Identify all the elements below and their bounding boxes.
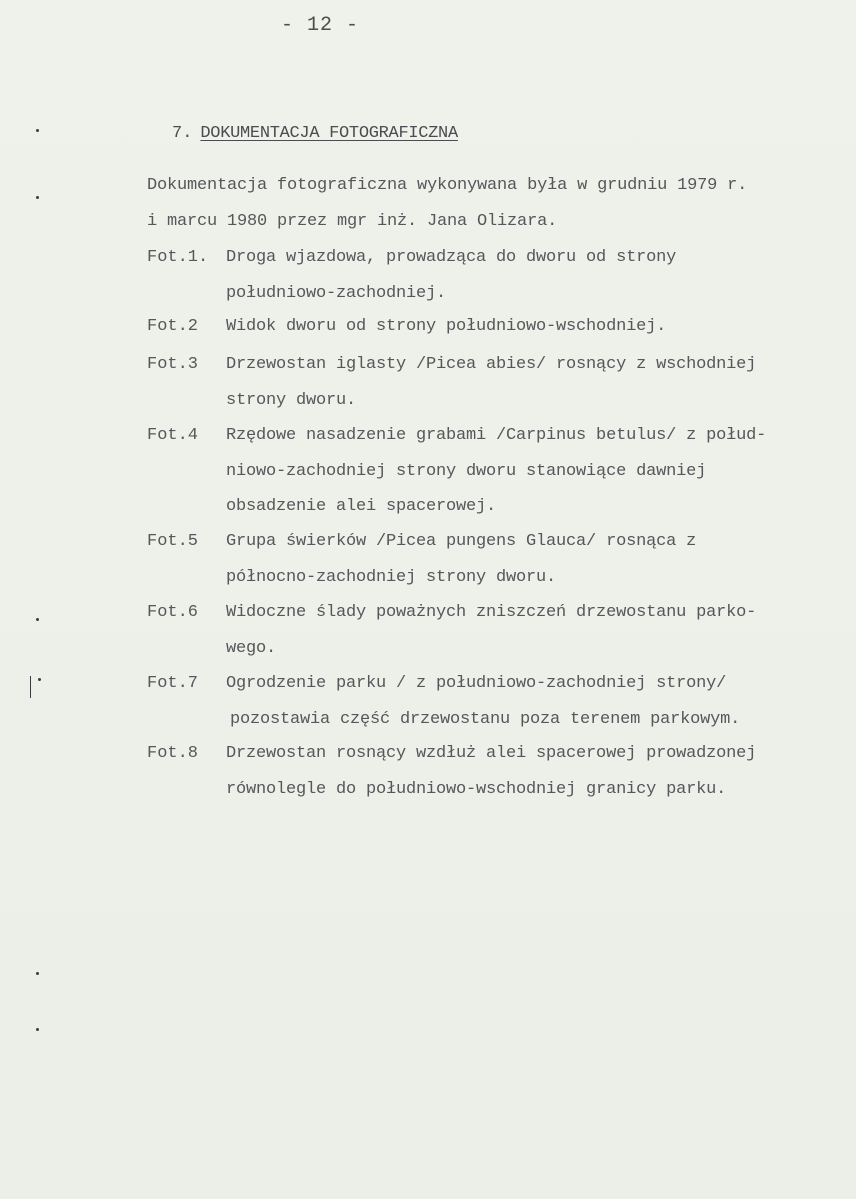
photo-description-line: Drzewostan iglasty /Picea abies/ rosnący z wschodniej bbox=[226, 355, 757, 374]
photo-description-line: obsadzenie alei spacerowej. bbox=[226, 497, 497, 516]
photo-label: Fot.8 bbox=[147, 744, 199, 763]
margin-tick bbox=[30, 676, 31, 698]
photo-description-line: Widok dworu od strony południowo-wschodniej. bbox=[226, 317, 667, 336]
photo-description-line: pozostawia część drzewostanu poza terenem parkowym. bbox=[230, 710, 741, 729]
section-title: DOKUMENTACJA FOTOGRAFICZNA bbox=[200, 124, 458, 143]
margin-mark bbox=[36, 972, 39, 975]
photo-label: Fot.7 bbox=[147, 674, 199, 693]
photo-label: Fot.4 bbox=[147, 426, 199, 445]
photo-description-line: Droga wjazdowa, prowadząca do dworu od strony bbox=[226, 248, 677, 267]
photo-description-line: południowo-zachodniej. bbox=[226, 284, 447, 303]
photo-label: Fot.5 bbox=[147, 532, 199, 551]
margin-mark bbox=[36, 129, 39, 132]
photo-description-line: wego. bbox=[226, 639, 277, 658]
intro-line: i marcu 1980 przez mgr inż. Jana Olizara. bbox=[147, 212, 558, 231]
photo-description-line: Drzewostan rosnący wzdłuż alei spacerowej prowadzonej bbox=[226, 744, 757, 763]
photo-description-line: niowo-zachodniej strony dworu stanowiące dawniej bbox=[226, 462, 707, 481]
margin-mark bbox=[36, 196, 39, 199]
photo-description-line: północno-zachodniej strony dworu. bbox=[226, 568, 557, 587]
photo-label: Fot.3 bbox=[147, 355, 199, 374]
margin-mark bbox=[38, 678, 41, 681]
photo-label: Fot.6 bbox=[147, 603, 199, 622]
photo-description-line: strony dworu. bbox=[226, 391, 357, 410]
photo-description-line: Ogrodzenie parku / z południowo-zachodniej strony/ bbox=[226, 674, 727, 693]
margin-mark bbox=[36, 1028, 39, 1031]
margin-mark bbox=[36, 618, 39, 621]
photo-label: Fot.1. bbox=[147, 248, 209, 267]
section-number: 7. bbox=[172, 124, 193, 143]
photo-description-line: Grupa świerków /Picea pungens Glauca/ rosnąca z bbox=[226, 532, 697, 551]
photo-description-line: Widoczne ślady poważnych zniszczeń drzewostanu parko- bbox=[226, 603, 757, 622]
section-heading bbox=[172, 124, 458, 143]
photo-description-line: równolegle do południowo-wschodniej granicy parku. bbox=[226, 780, 727, 799]
page-number: - 12 - bbox=[280, 14, 359, 37]
photo-description-line: Rzędowe nasadzenie grabami /Carpinus betulus/ z połud- bbox=[226, 426, 767, 445]
photo-label: Fot.2 bbox=[147, 317, 199, 336]
intro-line: Dokumentacja fotograficzna wykonywana była w grudniu 1979 r. bbox=[147, 176, 748, 195]
